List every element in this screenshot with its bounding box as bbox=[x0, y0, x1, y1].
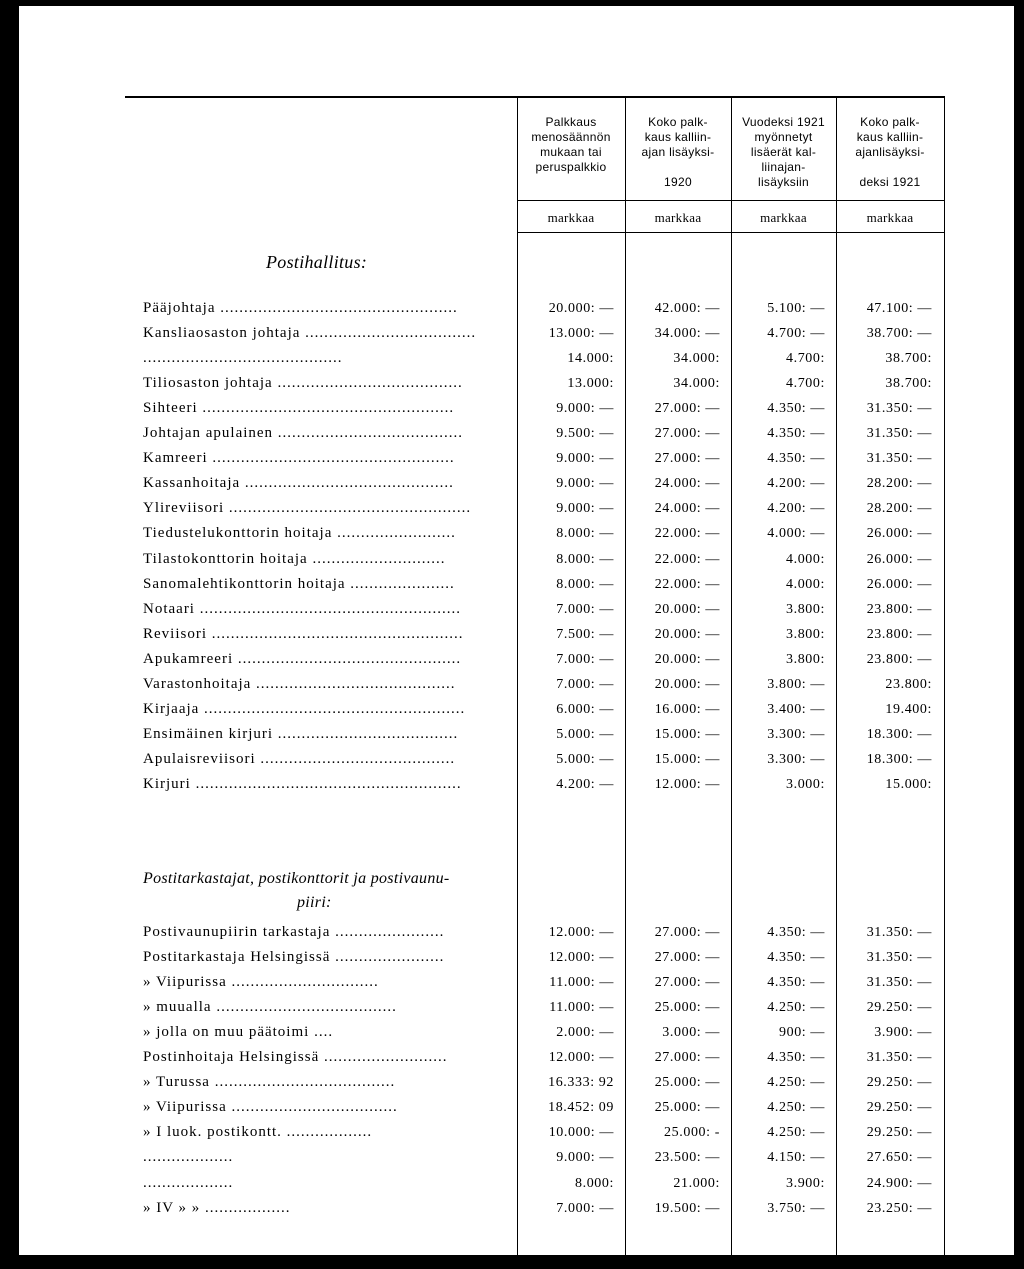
value-cell: 12.000: — bbox=[654, 777, 720, 792]
value-cell: 21.000: bbox=[673, 1176, 720, 1191]
value-cell: 3.300: — bbox=[767, 727, 825, 742]
row-label: » Viipurissa ................................... bbox=[143, 1099, 398, 1115]
value-cell: 4.000: bbox=[786, 577, 825, 592]
scan-border-top bbox=[0, 0, 1024, 6]
value-cell: 31.350: — bbox=[866, 451, 932, 466]
value-cell: 19.500: — bbox=[654, 1201, 720, 1216]
value-cell: 15.000: — bbox=[654, 752, 720, 767]
value-cell: 4.700: — bbox=[767, 326, 825, 341]
value-cell: 3.900: — bbox=[874, 1025, 932, 1040]
value-cell: 20.000: — bbox=[654, 652, 720, 667]
value-cell: 29.250: — bbox=[866, 1000, 932, 1015]
value-cell: 8.000: bbox=[575, 1176, 614, 1191]
value-cell: 38.700: bbox=[885, 351, 932, 366]
value-cell: 15.000: — bbox=[654, 727, 720, 742]
value-cell: 3.800: bbox=[786, 627, 825, 642]
value-cell: 3.800: — bbox=[767, 677, 825, 692]
section-title: Postitarkastajat, postikonttorit ja postivaunu- bbox=[143, 870, 450, 887]
row-label: Postivaunupiirin tarkastaja ....................... bbox=[143, 924, 445, 940]
row-label: Sihteeri ..................................................... bbox=[143, 400, 455, 416]
row-label: Johtajan apulainen ....................................... bbox=[143, 425, 464, 441]
value-cell: 31.350: — bbox=[866, 950, 932, 965]
row-label: Ylireviisori ................................................... bbox=[143, 500, 472, 516]
value-cell: 12.000: — bbox=[548, 925, 614, 940]
value-cell: 7.000: — bbox=[556, 652, 614, 667]
value-cell: 4.350: — bbox=[767, 950, 825, 965]
value-cell: 38.700: bbox=[885, 376, 932, 391]
value-cell: 27.000: — bbox=[654, 925, 720, 940]
value-cell: 4.350: — bbox=[767, 975, 825, 990]
value-cell: 12.000: — bbox=[548, 950, 614, 965]
value-cell: 26.000: — bbox=[866, 552, 932, 567]
value-cell: 31.350: — bbox=[866, 1050, 932, 1065]
value-cell: 9.000: — bbox=[556, 476, 614, 491]
value-cell: 34.000: — bbox=[654, 326, 720, 341]
value-cell: 4.700: bbox=[786, 351, 825, 366]
value-cell: 900: — bbox=[779, 1025, 825, 1040]
value-cell: 20.000: — bbox=[654, 627, 720, 642]
unit-label: markkaa bbox=[760, 210, 807, 225]
value-cell: 20.000: — bbox=[548, 301, 614, 316]
value-cell: 18.300: — bbox=[866, 752, 932, 767]
value-cell: 7.000: — bbox=[556, 602, 614, 617]
value-cell: 3.900: bbox=[786, 1176, 825, 1191]
value-cell: 4.200: — bbox=[767, 476, 825, 491]
value-cell: 5.100: — bbox=[767, 301, 825, 316]
value-cell: 5.000: — bbox=[556, 752, 614, 767]
value-cell: 23.250: — bbox=[866, 1201, 932, 1216]
value-cell: 31.350: — bbox=[866, 401, 932, 416]
value-cell: 23.800: bbox=[885, 677, 932, 692]
scan-border-left bbox=[0, 0, 19, 1269]
value-cell: 29.250: — bbox=[866, 1125, 932, 1140]
value-cell: 11.000: — bbox=[549, 975, 614, 990]
row-label: Tilastokonttorin hoitaja ............................ bbox=[143, 551, 446, 567]
value-cell: 23.500: — bbox=[654, 1150, 720, 1165]
value-cell: 22.000: — bbox=[654, 577, 720, 592]
unit-label: markkaa bbox=[547, 210, 595, 225]
value-cell: 4.150: — bbox=[767, 1150, 825, 1165]
value-cell: 3.800: bbox=[786, 652, 825, 667]
value-cell: 13.000: — bbox=[548, 326, 614, 341]
row-label: Apulaisreviisori ......................................... bbox=[143, 751, 456, 767]
column-divider bbox=[944, 98, 945, 1269]
row-label: Notaari ....................................................... bbox=[143, 601, 461, 617]
value-cell: 31.350: — bbox=[866, 925, 932, 940]
value-cell: 11.000: — bbox=[549, 1000, 614, 1015]
value-cell: 27.000: — bbox=[654, 401, 720, 416]
value-cell: 4.000: bbox=[786, 552, 825, 567]
value-cell: 22.000: — bbox=[654, 526, 720, 541]
scan-border-bottom bbox=[0, 1255, 1024, 1269]
row-label: » Viipurissa ............................... bbox=[143, 974, 379, 990]
value-cell: 4.200: — bbox=[556, 777, 614, 792]
value-cell: 3.000: bbox=[786, 777, 825, 792]
value-cell: 4.250: — bbox=[767, 1000, 825, 1015]
row-label: .......................................... bbox=[143, 350, 343, 366]
value-cell: 34.000: bbox=[673, 351, 720, 366]
value-cell: 28.200: — bbox=[866, 501, 932, 516]
value-cell: 25.000: — bbox=[654, 1100, 720, 1115]
value-cell: 4.350: — bbox=[767, 925, 825, 940]
value-cell: 18.300: — bbox=[866, 727, 932, 742]
value-cell: 18.452: 09 bbox=[548, 1100, 614, 1115]
value-cell: 3.000: — bbox=[662, 1025, 720, 1040]
value-cell: 42.000: — bbox=[654, 301, 720, 316]
row-label: Ensimäinen kirjuri ...................................... bbox=[143, 726, 459, 742]
value-cell: 27.000: — bbox=[654, 426, 720, 441]
column-header: Palkkaus menosäännön mukaan tai peruspalkkio bbox=[531, 115, 611, 174]
value-cell: 38.700: — bbox=[866, 326, 932, 341]
value-cell: 27.000: — bbox=[654, 451, 720, 466]
value-cell: 47.100: — bbox=[866, 301, 932, 316]
value-cell: 3.800: bbox=[786, 602, 825, 617]
value-cell: 23.800: — bbox=[866, 652, 932, 667]
value-cell: 7.000: — bbox=[556, 1201, 614, 1216]
value-cell: 10.000: — bbox=[548, 1125, 614, 1140]
row-label: Varastonhoitaja .......................................... bbox=[143, 676, 456, 692]
value-cell: 16.333: 92 bbox=[548, 1075, 614, 1090]
value-cell: 2.000: — bbox=[556, 1025, 614, 1040]
value-cell: 6.000: — bbox=[556, 702, 614, 717]
value-cell: 7.500: — bbox=[556, 627, 614, 642]
value-cell: 27.000: — bbox=[654, 950, 720, 965]
row-label: » IV » » .................. bbox=[143, 1200, 291, 1216]
row-label: » muualla ...................................... bbox=[143, 999, 397, 1015]
value-cell: 5.000: — bbox=[556, 727, 614, 742]
value-cell: 4.350: — bbox=[767, 401, 825, 416]
top-rule bbox=[125, 96, 945, 98]
value-cell: 28.200: — bbox=[866, 476, 932, 491]
value-cell: 9.000: — bbox=[556, 401, 614, 416]
value-cell: 3.400: — bbox=[767, 702, 825, 717]
value-cell: 27.000: — bbox=[654, 1050, 720, 1065]
row-label: Kansliaosaston johtaja .................................... bbox=[143, 325, 477, 341]
value-cell: 24.900: — bbox=[866, 1176, 932, 1191]
section-title: Postihallitus: bbox=[266, 252, 368, 272]
value-cell: 34.000: bbox=[673, 376, 720, 391]
column-header: Koko palk- kaus kalliin- ajan lisäyksi- 1920 bbox=[641, 115, 715, 189]
value-cell: 27.000: — bbox=[654, 975, 720, 990]
row-label: Kirjaaja ....................................................... bbox=[143, 701, 466, 717]
value-cell: 4.250: — bbox=[767, 1100, 825, 1115]
value-cell: 9.000: — bbox=[556, 1150, 614, 1165]
value-cell: 8.000: — bbox=[556, 577, 614, 592]
row-label: ................... bbox=[143, 1175, 234, 1191]
value-cell: 24.000: — bbox=[654, 501, 720, 516]
row-label: Pääjohtaja .................................................. bbox=[143, 300, 458, 316]
value-cell: 4.350: — bbox=[767, 451, 825, 466]
scan-border-right bbox=[1014, 0, 1024, 1269]
value-cell: 19.400: bbox=[885, 702, 932, 717]
section-title-continued: piiri: bbox=[297, 894, 332, 911]
column-header: Vuodeksi 1921 myönnetyt lisäerät kal- liinajan- lisäyksiin bbox=[742, 115, 825, 189]
value-cell: 3.300: — bbox=[767, 752, 825, 767]
value-cell: 16.000: — bbox=[654, 702, 720, 717]
unit-label: markkaa bbox=[654, 210, 702, 225]
row-label: Postitarkastaja Helsingissä ....................... bbox=[143, 949, 445, 965]
value-cell: 15.000: bbox=[885, 777, 932, 792]
value-cell: 23.800: — bbox=[866, 627, 932, 642]
value-cell: 9.500: — bbox=[556, 426, 614, 441]
row-label: ................... bbox=[143, 1149, 234, 1165]
unit-label: markkaa bbox=[866, 210, 914, 225]
value-cell: 4.350: — bbox=[767, 1050, 825, 1065]
row-label: Kirjuri ........................................................ bbox=[143, 776, 462, 792]
value-cell: 25.000: - bbox=[664, 1125, 720, 1140]
value-cell: 4.350: — bbox=[767, 426, 825, 441]
value-cell: 4.000: — bbox=[767, 526, 825, 541]
row-label: » I luok. postikontt. .................. bbox=[143, 1124, 373, 1140]
value-cell: 31.350: — bbox=[866, 975, 932, 990]
value-cell: 31.350: — bbox=[866, 426, 932, 441]
row-label: » Turussa ...................................... bbox=[143, 1074, 396, 1090]
value-cell: 20.000: — bbox=[654, 677, 720, 692]
value-cell: 26.000: — bbox=[866, 577, 932, 592]
value-cell: 29.250: — bbox=[866, 1100, 932, 1115]
value-cell: 7.000: — bbox=[556, 677, 614, 692]
value-cell: 25.000: — bbox=[654, 1000, 720, 1015]
value-cell: 4.250: — bbox=[767, 1125, 825, 1140]
value-cell: 20.000: — bbox=[654, 602, 720, 617]
value-cell: 4.200: — bbox=[767, 501, 825, 516]
row-label: Kamreeri ................................................... bbox=[143, 450, 455, 466]
value-cell: 27.650: — bbox=[866, 1150, 932, 1165]
value-cell: 8.000: — bbox=[556, 526, 614, 541]
row-label: Kassanhoitaja ............................................ bbox=[143, 475, 454, 491]
value-cell: 9.000: — bbox=[556, 451, 614, 466]
value-cell: 29.250: — bbox=[866, 1075, 932, 1090]
value-cell: 13.000: bbox=[567, 376, 614, 391]
column-header: Koko palk- kaus kalliin- ajanlisäyksi- deksi 1921 bbox=[855, 115, 925, 189]
value-cell: 23.800: — bbox=[866, 602, 932, 617]
row-label: Sanomalehtikonttorin hoitaja ...................... bbox=[143, 576, 455, 592]
value-cell: 4.250: — bbox=[767, 1075, 825, 1090]
value-cell: 26.000: — bbox=[866, 526, 932, 541]
row-label: Apukamreeri ............................................... bbox=[143, 651, 462, 667]
value-cell: 22.000: — bbox=[654, 552, 720, 567]
row-label: Tiliosaston johtaja ....................................... bbox=[143, 375, 463, 391]
value-cell: 8.000: — bbox=[556, 552, 614, 567]
value-cell: 14.000: bbox=[567, 351, 614, 366]
row-label: Postinhoitaja Helsingissä .......................... bbox=[143, 1049, 448, 1065]
row-label: Reviisori ..................................................... bbox=[143, 626, 464, 642]
value-cell: 4.700: bbox=[786, 376, 825, 391]
row-label: Tiedustelukonttorin hoitaja ......................... bbox=[143, 525, 456, 541]
value-cell: 25.000: — bbox=[654, 1075, 720, 1090]
value-cell: 12.000: — bbox=[548, 1050, 614, 1065]
value-cell: 24.000: — bbox=[654, 476, 720, 491]
row-label: » jolla on muu päätoimi .... bbox=[143, 1024, 334, 1040]
value-cell: 3.750: — bbox=[767, 1201, 825, 1216]
value-cell: 9.000: — bbox=[556, 501, 614, 516]
